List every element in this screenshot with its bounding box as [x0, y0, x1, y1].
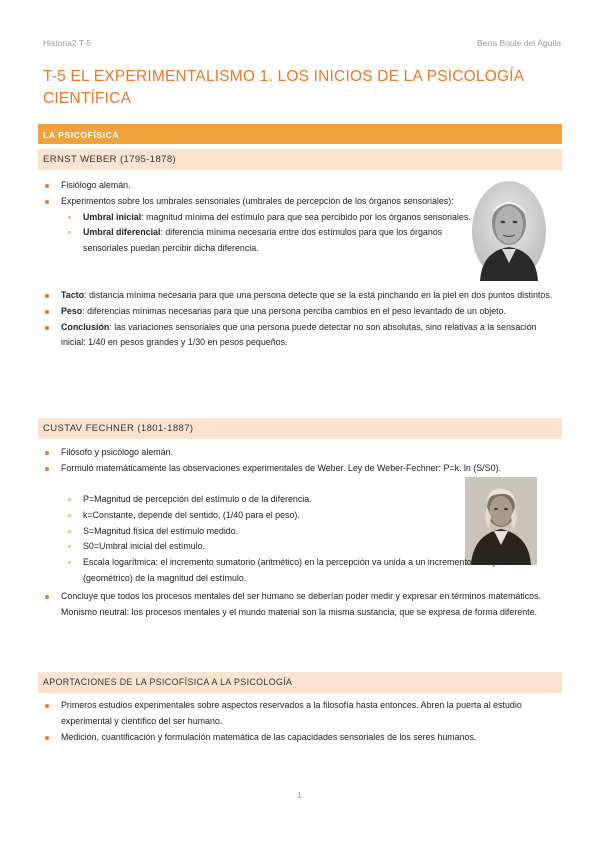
- list-item: S0=Umbral inicial del estímulo.: [43, 539, 463, 555]
- list-item: k=Constante, depende del sentido. (1/40 para el peso).: [43, 508, 463, 524]
- list-item: Conclusión: las variaciones sensoriales que una persona puede detectar no son absolutas, sino relativas a la sensación inicial: 1/40 en pesos grandes y 1/30 en pesos pequeños.: [43, 320, 558, 352]
- fechner-portrait: [465, 477, 537, 565]
- aportaciones-list: [43, 698, 558, 745]
- page-number: 1: [297, 790, 302, 800]
- heading-aportaciones: APORTACIONES DE LA PSICOFÍSICA A LA PSICOLOGÍA: [38, 672, 562, 693]
- list-item: Peso: diferencias mínimas necesarias para que una persona perciba cambios en el peso levantado de un objeto.: [43, 304, 558, 320]
- header-left: Historia2 T-5: [43, 38, 92, 48]
- list-item: P=Magnitud de percepción del estímulo o de la diferencia.: [43, 492, 463, 508]
- page-title: T-5 EL EXPERIMENTALISMO 1. LOS INICIOS DE LA PSICOLOGÍA CIENTÍFICA: [43, 68, 524, 107]
- list-item: S=Magnitud física del estímulo medido.: [43, 524, 463, 540]
- list-item: Concluye que todos los procesos mentales del ser humano se deberían poder medir y expresar en términos matemáticos. Monismo neutral: los procesos mentales y el mundo material son la misma sustancia, que se expresa de forma diferente.: [43, 589, 558, 621]
- list-item: Experimentos sobre los umbrales sensoriales (umbrales de percepción de los órganos sensoriales):: [43, 194, 473, 210]
- fechner-list-2: [43, 589, 558, 621]
- list-item: Fisiólogo alemán.: [43, 178, 473, 194]
- weber-portrait: [472, 181, 546, 281]
- heading-fechner: CUSTAV FECHNER (1801-1887): [38, 418, 562, 439]
- list-item: Umbral diferencial: diferencia mínima necesaria entre dos estímulos para que los órganos sensoriales puedan percibir dicha diferencia.: [43, 225, 473, 257]
- header-right: Berta Boule del Águila: [476, 38, 561, 48]
- list-item: Tacto: distancia mínima necesaria para que una persona detecte que se la está pinchando en la piel en dos puntos distintos.: [43, 288, 558, 304]
- weber-list-2: [43, 288, 558, 351]
- list-item: Medición, cuantificación y formulación matemática de las capacidades sensoriales de los seres humanos.: [43, 730, 558, 746]
- heading-weber: ERNST WEBER (1795-1878): [38, 149, 562, 170]
- weber-list: [43, 178, 473, 257]
- section-heading-psicofisica: LA PSICOFÍSICA: [38, 124, 562, 144]
- list-item: Escala logarítmica: el incremento sumatorio (aritmético) en la percepción va unida a un incremento multiplicativo (geométrico) de la magnitud del estímulo.: [43, 555, 558, 587]
- fechner-list: [43, 445, 553, 477]
- list-item: Filósofo y psicólogo alemán.: [43, 445, 553, 461]
- list-item: Primeros estudios experimentales sobre aspectos reservados a la filosofía hasta entonces. Abren la puerta al estudio experimental y científico del ser humano.: [43, 698, 558, 730]
- list-item: Umbral inicial: magnitud mínima del estímulo para que sea percibido por los órganos sensoriales.: [43, 210, 473, 226]
- fechner-sublist: [43, 492, 525, 587]
- list-item: Formuló matemáticamente las observaciones experimentales de Weber. Ley de Weber-Fechner: P=k. ln (S/S0).: [43, 461, 553, 477]
